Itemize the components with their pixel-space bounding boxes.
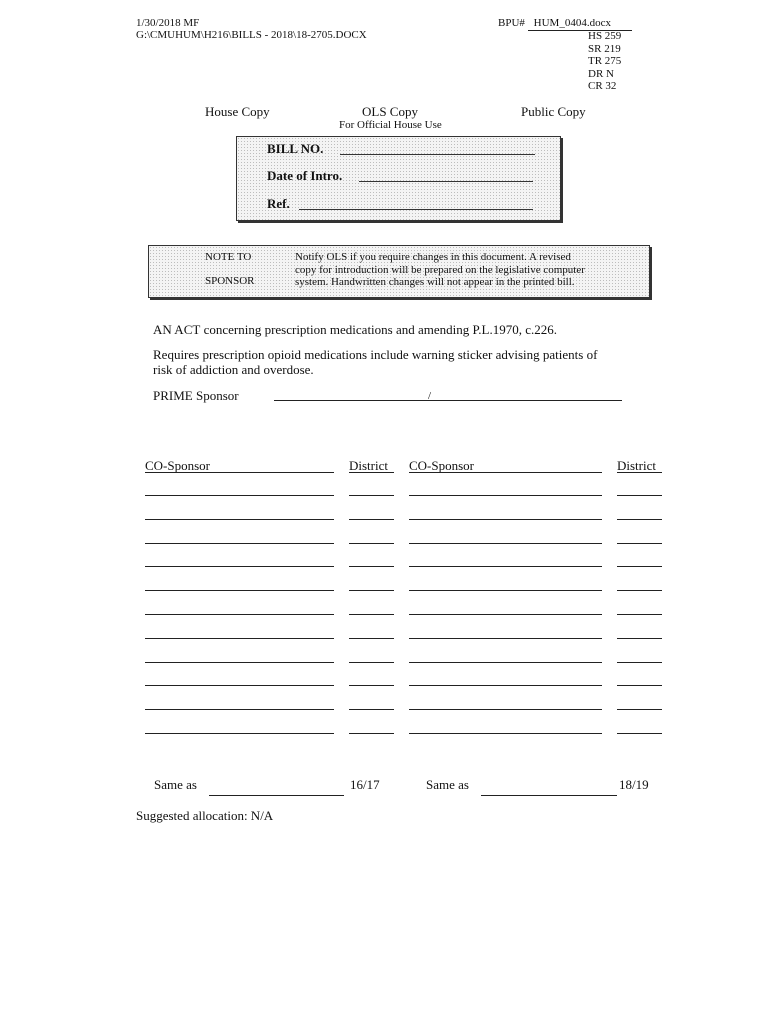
code-sr: SR 219	[588, 42, 621, 55]
cosponsor-name-field-right[interactable]	[409, 709, 602, 710]
district-field-right[interactable]	[617, 709, 662, 710]
same-as-label-1: Same as	[154, 777, 197, 792]
cosponsor-name-field-left[interactable]	[145, 614, 334, 615]
date-intro-field[interactable]	[359, 181, 533, 182]
cosponsor-header-2-rule	[409, 472, 602, 473]
act-prefix: AN ACT	[153, 322, 201, 337]
cosponsor-header-1: CO-Sponsor	[145, 458, 211, 473]
ols-copy-subtitle: For Official House Use	[339, 119, 442, 131]
district-field-left[interactable]	[349, 685, 394, 686]
file-path: G:\CMUHUM\H216\BILLS - 2018\18-2705.DOCX	[136, 29, 367, 41]
cosponsor-name-field-right[interactable]	[409, 566, 602, 567]
ref-label: Ref.	[267, 196, 290, 211]
cosponsor-name-field-left[interactable]	[145, 709, 334, 710]
district-field-right[interactable]	[617, 519, 662, 520]
house-copy-label: House Copy	[205, 104, 270, 119]
suggested-allocation: Suggested allocation: N/A	[136, 808, 274, 823]
cosponsor-name-field-left[interactable]	[145, 519, 334, 520]
code-dr: DR N	[588, 67, 614, 80]
synopsis-line-1: Requires prescription opioid medications include warning sticker advising patients of	[153, 347, 598, 362]
prime-sponsor-field[interactable]	[274, 400, 622, 401]
bill-no-field[interactable]	[340, 154, 535, 155]
cosponsor-name-field-left[interactable]	[145, 495, 334, 496]
cosponsor-name-field-right[interactable]	[409, 685, 602, 686]
committee-codes	[588, 30, 621, 93]
cosponsor-name-field-left[interactable]	[145, 543, 334, 544]
bpu-label: BPU#	[498, 17, 525, 29]
bill-info-box	[236, 136, 561, 221]
bill-synopsis	[153, 347, 597, 377]
district-field-right[interactable]	[617, 614, 662, 615]
note-label-2: SPONSOR	[205, 275, 255, 287]
act-title	[153, 322, 557, 338]
district-field-left[interactable]	[349, 590, 394, 591]
prime-sponsor-label: PRIME Sponsor	[153, 388, 239, 403]
district-field-left[interactable]	[349, 662, 394, 663]
district-field-right[interactable]	[617, 495, 662, 496]
cosponsor-name-field-right[interactable]	[409, 495, 602, 496]
code-tr: TR 275	[588, 55, 622, 67]
ols-copy-label: OLS Copy	[362, 104, 418, 119]
district-header-2: District	[617, 458, 656, 473]
cosponsor-name-field-right[interactable]	[409, 638, 602, 639]
cosponsor-name-field-left[interactable]	[145, 685, 334, 686]
synopsis-line-2: risk of addiction and overdose.	[153, 362, 314, 377]
date-intro-label: Date of Intro.	[267, 168, 343, 183]
bpu-value: HUM_0404.docx	[528, 17, 632, 31]
date-initials: 1/30/2018 MF	[136, 17, 200, 29]
same-as-label-2: Same as	[426, 777, 469, 792]
cosponsor-name-field-right[interactable]	[409, 543, 602, 544]
note-text	[295, 251, 645, 289]
same-as-session-2: 18/19	[619, 777, 649, 792]
cosponsor-name-field-left[interactable]	[145, 662, 334, 663]
cosponsor-name-field-right[interactable]	[409, 733, 602, 734]
district-field-right[interactable]	[617, 733, 662, 734]
prime-sponsor-separator: /	[428, 390, 432, 402]
note-line-3: system. Handwritten changes will not appear in the printed bill.	[295, 276, 575, 288]
cosponsor-header-1-rule	[145, 472, 334, 473]
note-line-1: Notify OLS if you require changes in this document. A revised	[295, 251, 571, 263]
district-field-left[interactable]	[349, 614, 394, 615]
cosponsor-name-field-left[interactable]	[145, 638, 334, 639]
district-field-left[interactable]	[349, 543, 394, 544]
ref-field[interactable]	[299, 209, 533, 210]
cosponsor-name-field-left[interactable]	[145, 733, 334, 734]
cosponsor-header-2: CO-Sponsor	[409, 458, 475, 473]
cosponsor-name-field-left[interactable]	[145, 566, 334, 567]
bill-no-label: BILL NO.	[267, 141, 324, 156]
note-line-2: copy for introduction will be prepared on the legislative computer	[295, 263, 585, 276]
note-label-1: NOTE TO	[205, 251, 252, 263]
district-field-left[interactable]	[349, 638, 394, 639]
act-text: concerning prescription medications and amending P.L.1970, c.226.	[200, 322, 558, 337]
cosponsor-name-field-right[interactable]	[409, 614, 602, 615]
district-field-right[interactable]	[617, 566, 662, 567]
district-field-left[interactable]	[349, 519, 394, 520]
code-cr: CR 32	[588, 80, 617, 92]
district-field-left[interactable]	[349, 733, 394, 734]
bpu-number	[498, 17, 632, 31]
district-field-right[interactable]	[617, 685, 662, 686]
district-field-left[interactable]	[349, 495, 394, 496]
code-hs: HS 259	[588, 30, 622, 42]
cosponsor-name-field-right[interactable]	[409, 590, 602, 591]
cosponsor-name-field-left[interactable]	[145, 590, 334, 591]
district-field-right[interactable]	[617, 638, 662, 639]
district-field-right[interactable]	[617, 543, 662, 544]
district-header-1: District	[349, 458, 388, 473]
district-field-left[interactable]	[349, 566, 394, 567]
same-as-field-2[interactable]	[481, 795, 617, 796]
district-field-right[interactable]	[617, 662, 662, 663]
note-to-sponsor-box	[148, 245, 650, 298]
cosponsor-name-field-right[interactable]	[409, 662, 602, 663]
district-field-right[interactable]	[617, 590, 662, 591]
public-copy-label: Public Copy	[521, 104, 586, 119]
cosponsor-name-field-right[interactable]	[409, 519, 602, 520]
district-header-1-rule	[349, 472, 394, 473]
district-field-left[interactable]	[349, 709, 394, 710]
same-as-field-1[interactable]	[209, 795, 344, 796]
same-as-session-1: 16/17	[350, 777, 380, 792]
district-header-2-rule	[617, 472, 662, 473]
